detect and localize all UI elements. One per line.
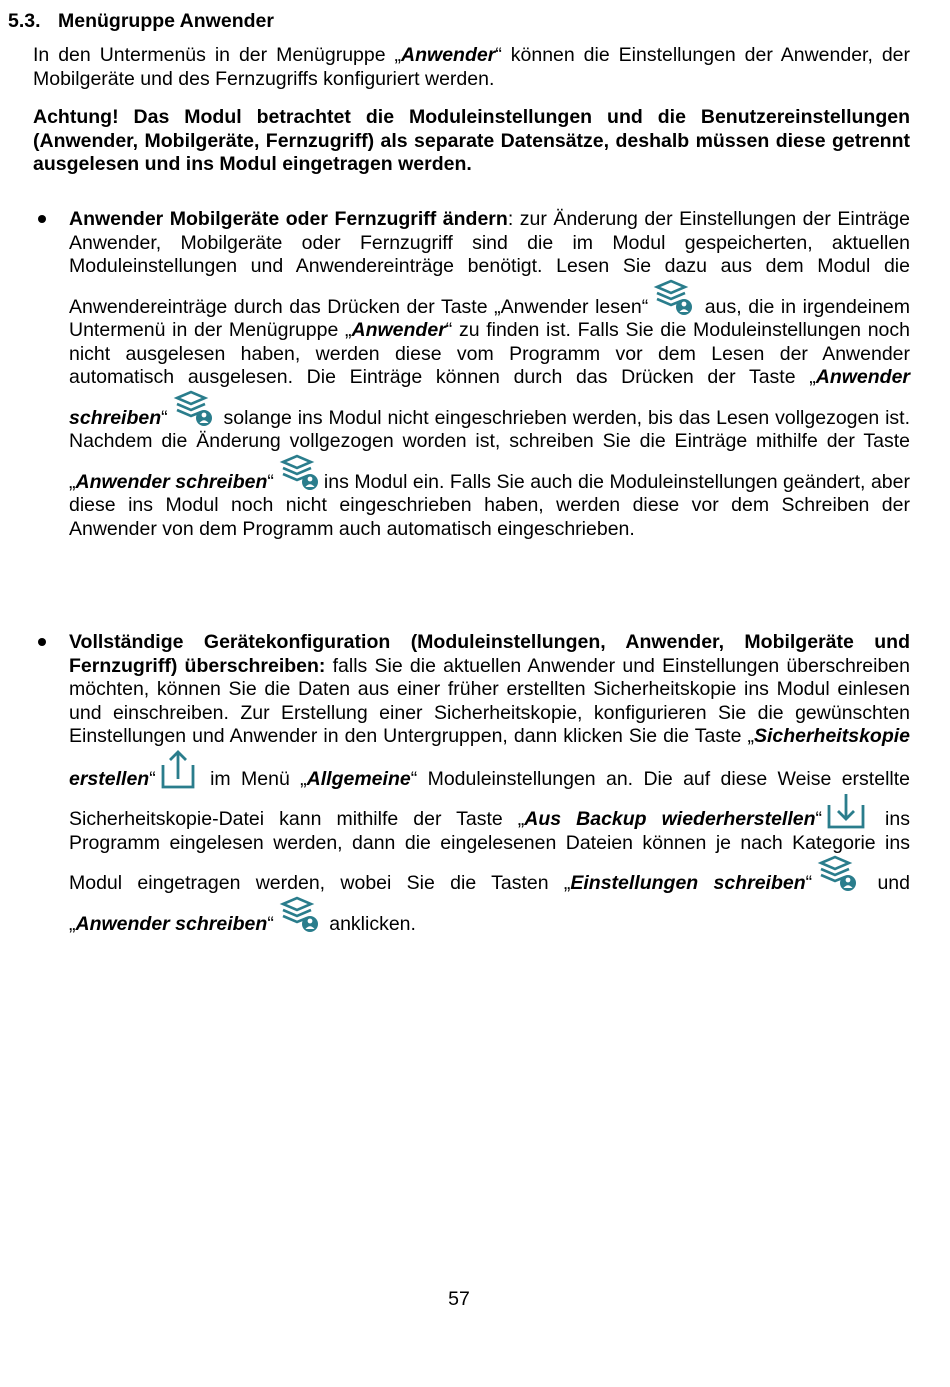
bullet-text: solange ins Modul nicht eingeschrieben werden, bis das Lesen vollgezogen ist. Nachdem die Änderung vollgezogen worden ist, schreiben Sie die Einträge mithilfe der Taste „ bbox=[69, 406, 910, 493]
download-icon bbox=[825, 791, 867, 831]
bullet-text: “ bbox=[267, 470, 274, 493]
bullet-text: im Menü „ bbox=[199, 767, 307, 790]
term: Einstellungen schreiben bbox=[570, 872, 806, 894]
term: Anwender schreiben bbox=[69, 366, 910, 429]
bullet-item-full-config bbox=[69, 631, 910, 936]
term: Allgemeine bbox=[306, 767, 411, 790]
bullet-text: “ bbox=[267, 912, 274, 935]
bullet-marker bbox=[38, 638, 46, 646]
bullet-text: “ bbox=[161, 406, 168, 429]
bullet-text: : zur Änderung der Einstellungen der Einträge Anwender, Mobilgeräte oder Fernzugriff sind die im Modul gespeicherten, aktuellen Moduleinstellungen und Anwendereinträge benötigt. Lesen Sie dazu aus dem Modul die Anwendereinträge durch das Drücken der Taste „Anwender lesen“ bbox=[69, 208, 910, 318]
bullet-text: aus, die in irgendeinem Untermenü in der Menügruppe „ bbox=[69, 295, 910, 341]
intro-term: Anwender bbox=[401, 44, 496, 66]
bullet-text: “ Moduleinstellungen an. Die auf diese Weise erstellte Sicherheitskopie-Datei kann mithilfe der Taste „ bbox=[69, 767, 910, 830]
intro-text-end: “ können die Einstellungen der Anwender, der Mobilgeräte und des Fernzugriffs konfiguriert werden. bbox=[33, 44, 910, 90]
bullet-text: “ zu finden ist. Falls Sie die Moduleinstellungen noch nicht ausgelesen haben, werden diese vom Programm vor dem Lesen der Anwender automatisch ausgelesen. Die Einträge können durch das Drücken der Taste „ bbox=[69, 319, 910, 388]
bullet-text: “ bbox=[149, 767, 156, 790]
database-write-icon bbox=[277, 454, 321, 494]
term: Anwender bbox=[351, 319, 446, 341]
bullet-text: “ bbox=[805, 872, 813, 894]
database-write-icon bbox=[171, 390, 215, 430]
section-heading bbox=[8, 10, 274, 33]
database-write-icon bbox=[815, 855, 859, 895]
bullet-lead: Anwender Mobilgeräte oder Fernzugriff ändern bbox=[69, 208, 508, 230]
section-number: 5.3. bbox=[8, 10, 41, 32]
page-number: 57 bbox=[448, 1288, 470, 1310]
section-title: Menügruppe Anwender bbox=[58, 10, 274, 32]
bullet-text: “ bbox=[815, 808, 823, 830]
intro-text: In den Untermenüs in der Menügruppe „ bbox=[33, 44, 402, 66]
bullet-text: und „ bbox=[69, 872, 910, 935]
bullet-text: ins Programm eingelesen werden, dann die eingelesenen Dateien können je nach Kategorie ins Modul eingetragen werden, wobei Sie die Tasten „ bbox=[69, 808, 910, 894]
bullet-text: falls Sie die aktuellen Anwender und Einstellungen überschreiben möchten, können Sie die Daten aus einer früher erstellten Sicherheitskopie ins Modul einlesen und einschreiben. Zur Erstellung einer Sicherheitskopie, konfigurieren Sie die gewünschten Einstellungen und Anwender in den Untergruppen, dann klicken Sie die Taste „ bbox=[69, 654, 910, 747]
term: Sicherheitskopie erstellen bbox=[69, 725, 910, 790]
upload-icon bbox=[159, 749, 197, 791]
warning-paragraph: Achtung! Das Modul betrachtet die Moduleinstellungen und die Benutzereinstellungen (Anwender, Mobilgeräte, Fernzugriff) als separate Datensätze, deshalb müssen diese getrennt ausgelesen und ins Modul eingetragen werden. bbox=[33, 106, 910, 175]
bullet-marker bbox=[38, 215, 46, 223]
bullet-item-change-users bbox=[69, 208, 910, 541]
term: Anwender schreiben bbox=[75, 470, 268, 493]
database-write-icon bbox=[277, 896, 321, 936]
intro-paragraph bbox=[33, 44, 910, 91]
bullet-lead: Vollständige Gerätekonfiguration (Moduleinstellungen, Anwender, Mobilgeräte und Fernzugriff) überschreiben: bbox=[69, 631, 910, 677]
term: Anwender schreiben bbox=[75, 912, 268, 935]
bullet-text: ins Modul ein. Falls Sie auch die Moduleinstellungen geändert, aber diese ins Modul noch nicht eingeschrieben haben, werden diese vor dem Schreiben der Anwender von dem Programm auch automatisch eingeschrieben. bbox=[69, 470, 910, 540]
database-read-icon bbox=[651, 279, 695, 319]
term: Aus Backup wiederherstellen bbox=[524, 808, 816, 830]
bullet-text: anklicken. bbox=[323, 912, 416, 935]
